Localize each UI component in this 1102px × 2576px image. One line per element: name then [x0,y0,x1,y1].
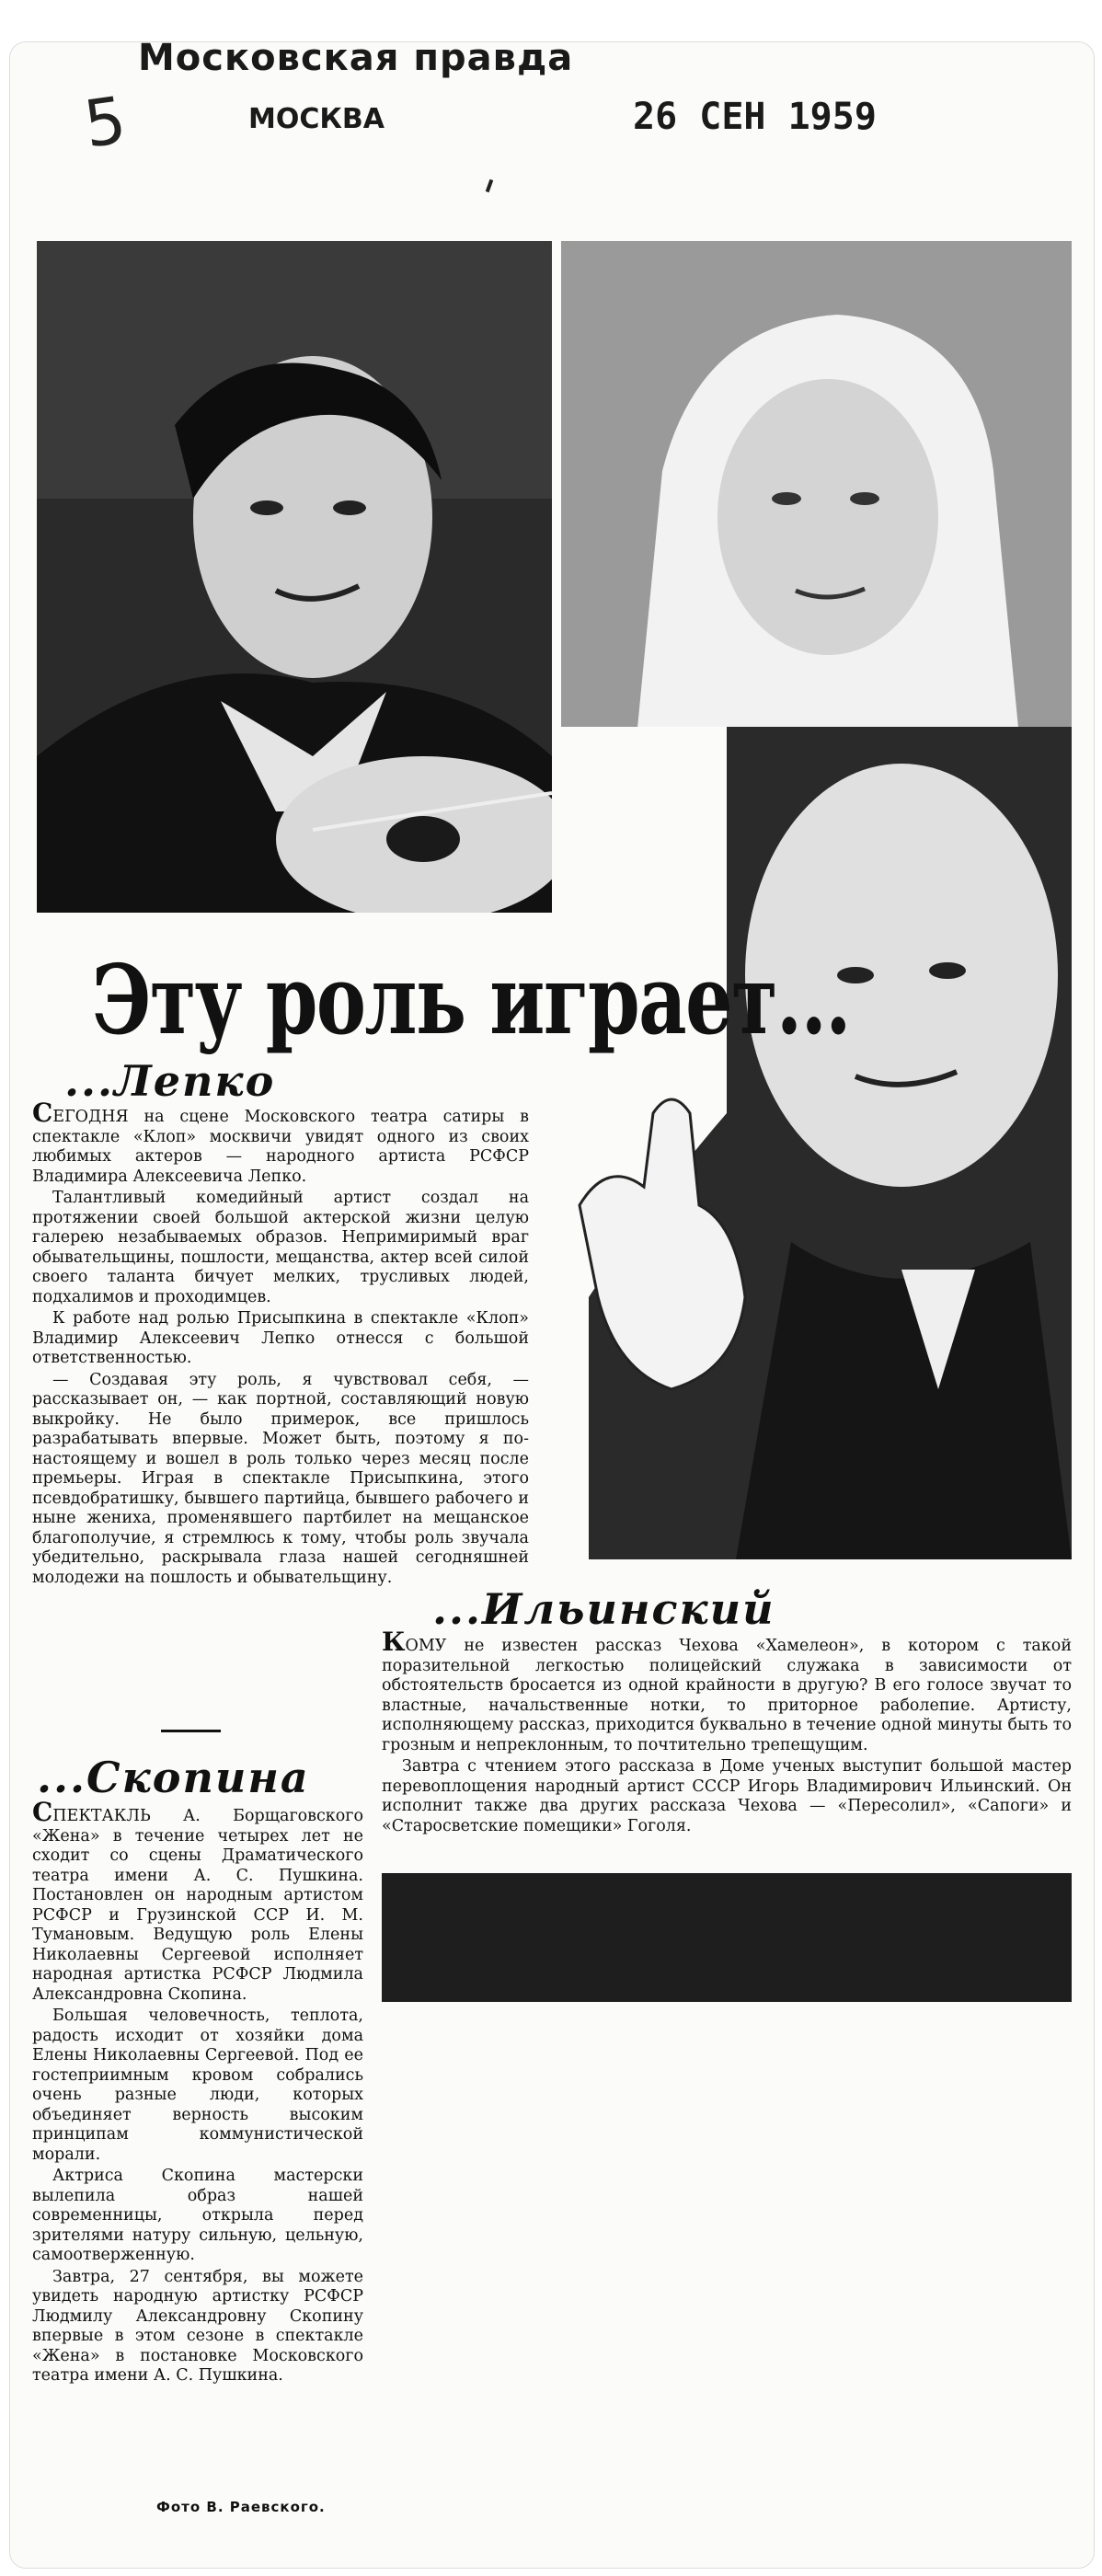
drop-cap: С [32,1098,53,1128]
subhead-ilyinsky: ...Ильинский [432,1584,775,1634]
page-number: 5 [79,82,132,163]
ilyinsky-column [382,1627,1072,1838]
photo-ilyinsky [552,727,1072,1559]
drop-cap: К [382,1627,406,1657]
skopina-paragraph-4: Завтра, 27 сентября, вы можете увидеть народную артистку РСФСР Людмилу Александровну Скопину впервые в этом сезоне в спектакле «Жена» в постановке Московского театра имени А. С. Пушкина. [32,2267,363,2385]
skopina-paragraph-2: Большая человечность, теплота, радость исходит от хозяйки дома Елены Николаевны Сергеевой. Под ее гостеприимным кровом собрались очень разные люди, которых объединяет верность высоким принципам коммунистической морали. [32,2007,363,2164]
subhead-lepko: ...Лепко [64,1056,276,1106]
newspaper-name: Московская правда [138,37,574,79]
lepko-column [32,1098,529,1590]
skopina-paragraph-3: Актриса Скопина мастерски вылепила образ нашей современницы, открыла перед зрителями натуру сильную, цельную, самоотверженную. [32,2167,363,2264]
skopina-column [32,1797,363,2388]
lepko-paragraph-3: К работе над ролью Присыпкина в спектакле «Клоп» Владимир Алексеевич Лепко отнесся с большой ответственностью. [32,1309,529,1367]
photo-lepko-image [37,241,552,913]
headline: Эту роль играет... [92,943,850,1056]
ilyinsky-paragraph-2: Завтра с чтением этого рассказа в Доме ученых выступит большой мастер перевоплощения народный артист СССР Игорь Владимирович Ильинский. Он исполнит также два других рассказа Чехова — «Пересолил», «Сапоги» и «Старосветские помещики» Гоголя. [382,1757,1072,1835]
lepko-paragraph-4: — Создавая эту роль, я чувствовал себя, — рассказывает он, — как портной, составляющий новую выкройку. Не было примерок, все пришлось разрабатывать впервые. Может быть, поэтому я по-настоящему и вошел в роль только через месяц после премьеры. Играя в спектакле Присыпкина, этого псевдобратишку, бывшего партийца, бывшего рабочего и ныне жениха, променявшего партбилет на мещанское благополучие, я стремлюсь к тому, чтобы роль звучала убедительно, раскрывала глаза нашей сегодняшней молодежи на пошлость и обывательщину. [32,1370,529,1587]
date-stamp: 26 СЕН 1959 [633,96,877,138]
photo-lepko [37,241,552,913]
city-label: МОСКВА [248,103,385,135]
divider [161,1730,221,1732]
ilyinsky-paragraph-1: КОМУ не известен рассказ Чехова «Хамелеон», в котором с такой поразительной легкостью полицейский служака в зависимости от обстоятельств бросается из одной крайности в другую? В его голосе звучат то властные, начальственные нотки, то приторное раболепие. Артисту, исполняющему рассказ, приходится буквально в течение одной минуты быть то грозным и непреклонным, то почтительно трепещущим. [382,1627,1072,1754]
photo-dark-band [382,1873,1072,2002]
drop-cap: С [32,1797,53,1827]
skopina-paragraph-1: СПЕКТАКЛЬ А. Борщаговского «Жена» в течение четырех лет не сходит со сцены Драматического театра имени А. С. Пушкина. Постановлен он народным артистом РСФСР и Грузинской ССР И. М. Тумановым. Ведущую роль Елены Николаевны Сергеевой исполняет народная артистка РСФСР Людмила Александровна Скопина. [32,1797,363,2004]
photo-ilyinsky-image [552,727,1072,1559]
photo-credit: Фото В. Раевского. [156,2499,326,2515]
lepko-paragraph-2: Талантливый комедийный артист создал на протяжении своей большой актерской жизни целую галерею незабываемых образов. Непримиримый враг обывательщины, пошлости, мещанства, актер всей силой своего таланта бичует мелких, трусливых людей, подхалимов и проходимцев. [32,1189,529,1306]
subhead-skopina: ...Скопина [37,1753,310,1802]
lepko-paragraph-1: СЕГОДНЯ на сцене Московского театра сатиры в спектакле «Клоп» москвичи увидят одного из своих любимых актеров — народного артиста РСФСР Владимира Алексеевича Лепко. [32,1098,529,1186]
